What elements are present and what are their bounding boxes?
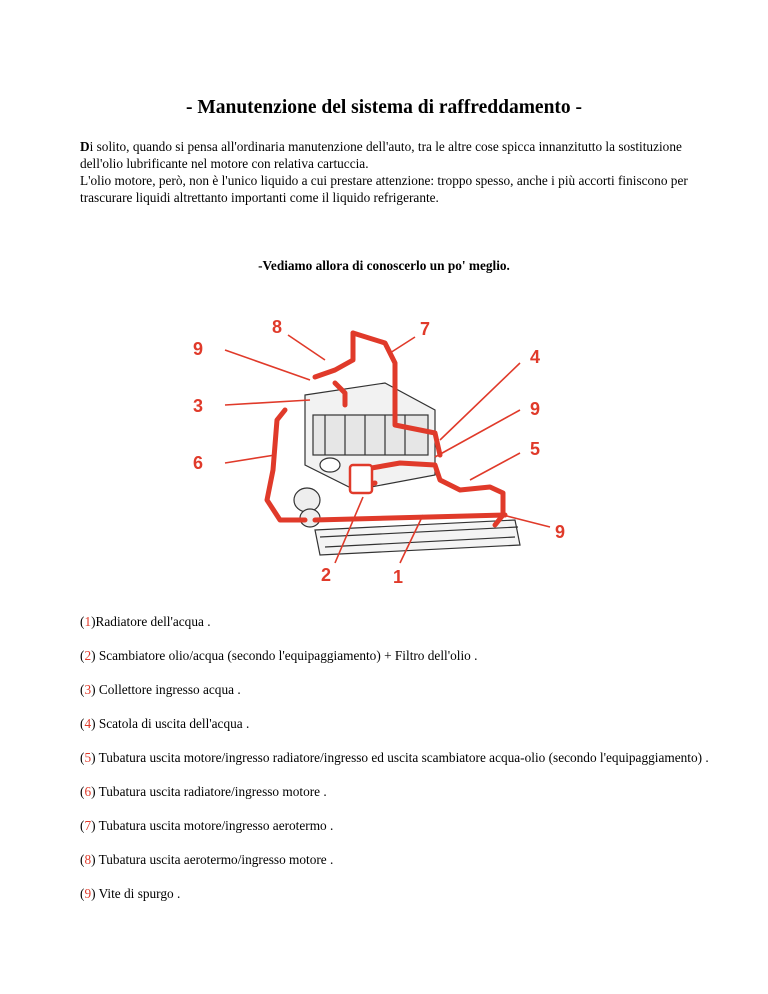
drop-letter: D bbox=[80, 139, 90, 154]
intro-line-1: Di solito, quando si pensa all'ordinaria manutenzione dell'auto, tra le altre cose spicca innanzitutto la sostituzione dell'olio lubrificante nel motore con relativa cartuccia. bbox=[80, 139, 682, 171]
legend-item: (5) Tubatura uscita motore/ingresso radiatore/ingresso ed uscita scambiatore acqua-olio (secondo l'equipaggiamento) . bbox=[80, 750, 709, 765]
label-6: 6 bbox=[193, 453, 204, 473]
label-4: 4 bbox=[530, 347, 541, 367]
subheading: -Vediamo allora di conoscerlo un po' meglio. bbox=[258, 258, 510, 273]
legend-item: (1)Radiatore dell'acqua . bbox=[80, 614, 211, 629]
label-7: 7 bbox=[420, 319, 431, 339]
legend-list bbox=[80, 613, 720, 919]
label-3: 3 bbox=[193, 396, 204, 416]
legend-item: (6) Tubatura uscita radiatore/ingresso motore . bbox=[80, 784, 327, 799]
label-1: 1 bbox=[393, 567, 404, 587]
label-9-bottom: 9 bbox=[555, 522, 566, 542]
label-9-top: 9 bbox=[193, 339, 204, 359]
label-8: 8 bbox=[272, 317, 283, 337]
legend-item: (8) Tubatura uscita aerotermo/ingresso motore . bbox=[80, 852, 334, 867]
legend-item: (2) Scambiatore olio/acqua (secondo l'equipaggiamento) + Filtro dell'olio . bbox=[80, 648, 478, 663]
oil-filter-drawing bbox=[350, 465, 372, 493]
intro-line-2: L'olio motore, però, non è l'unico liquido a cui prestare attenzione: troppo spesso, anche i più accorti finiscono per trascurare liquidi altrettanto importanti come il liquido refrigerante. bbox=[80, 173, 688, 205]
cooling-system-diagram bbox=[185, 315, 585, 590]
label-5: 5 bbox=[530, 439, 541, 459]
intro-paragraph bbox=[80, 138, 700, 206]
legend-item: (9) Vite di spurgo . bbox=[80, 886, 181, 901]
page-title: - Manutenzione del sistema di raffreddamento - bbox=[185, 97, 583, 118]
label-9-middle: 9 bbox=[530, 399, 541, 419]
legend-item: (4) Scatola di uscita dell'acqua . bbox=[80, 716, 250, 731]
label-2: 2 bbox=[321, 565, 332, 585]
legend-item: (3) Collettore ingresso acqua . bbox=[80, 682, 241, 697]
legend-item: (7) Tubatura uscita motore/ingresso aerotermo . bbox=[80, 818, 334, 833]
